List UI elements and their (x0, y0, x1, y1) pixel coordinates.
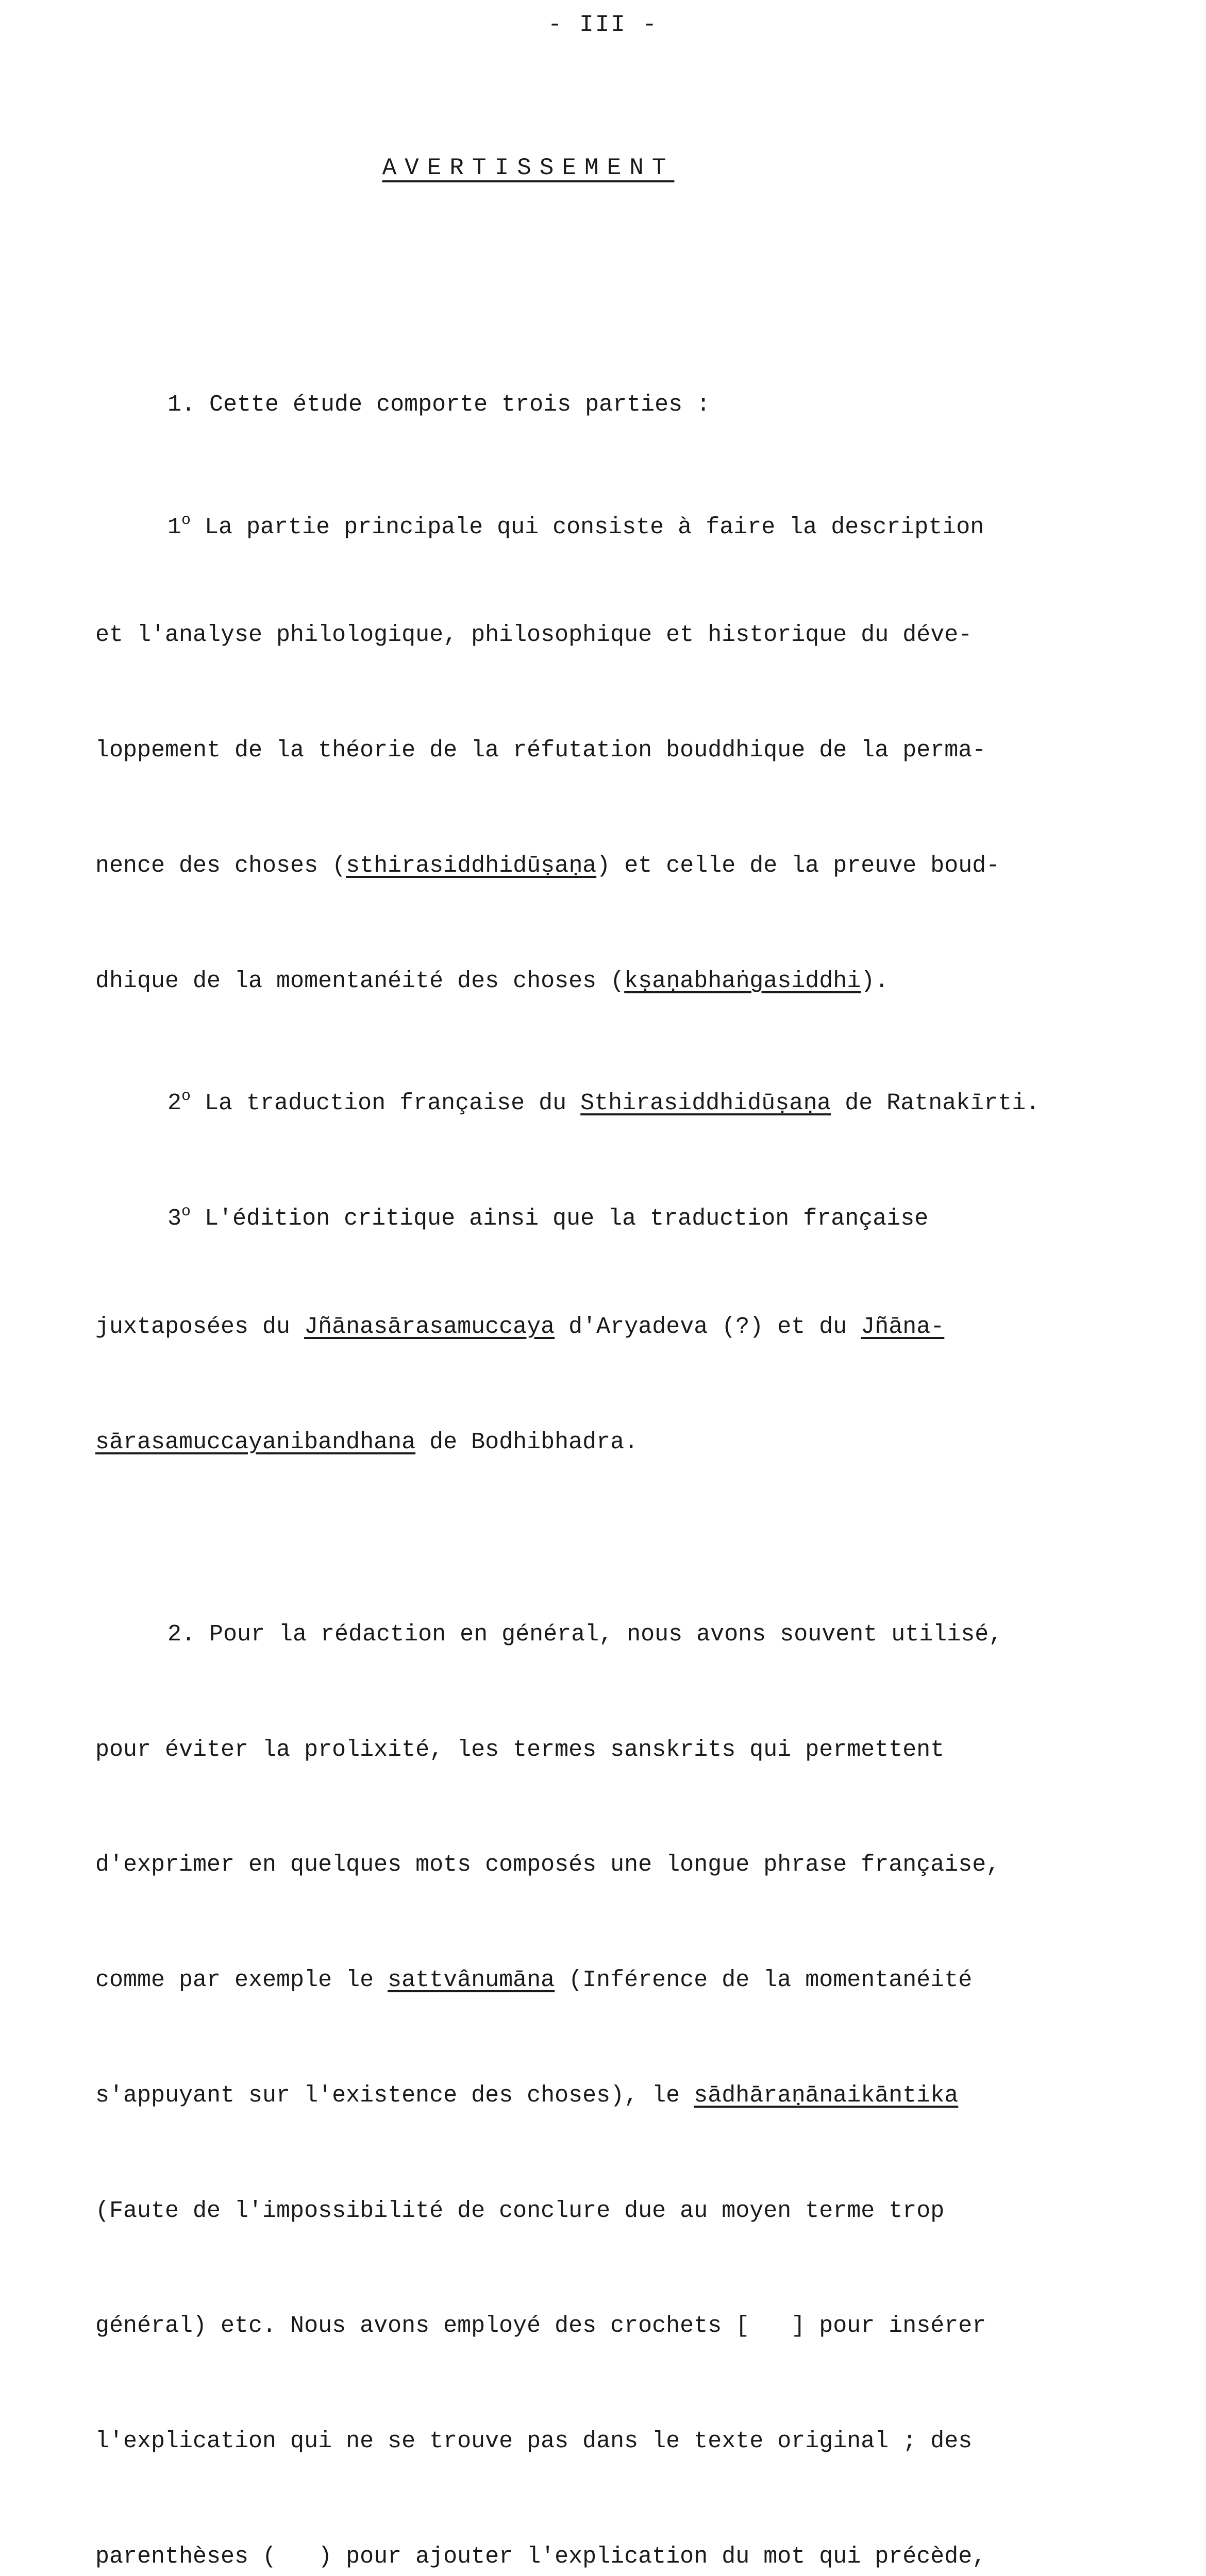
paragraph-1-line (95, 1193, 1144, 1231)
paragraph-1-line (95, 501, 1144, 540)
superscript: o (181, 1203, 191, 1221)
line-text: s'appuyant sur l'existence des choses), le (95, 2082, 694, 2109)
paragraph-1-line (95, 1423, 1144, 1462)
line-text: (Inférence de la momentanéité (555, 1967, 973, 1994)
sanskrit-term: sattvânumāna (388, 1967, 555, 1994)
item-number: 2 (167, 1090, 182, 1117)
paragraph-2-line: parenthèses ( ) pour ajouter l'explication du mot qui précède, (95, 2544, 986, 2570)
line-text: de Ratnakīrti. (831, 1090, 1040, 1117)
superscript: o (181, 1088, 191, 1106)
section-title (0, 155, 1057, 181)
paragraph-1-line (95, 962, 1144, 1001)
paragraph-2-line (95, 1961, 1144, 2000)
line-text: comme par exemple le (95, 1967, 388, 1994)
superscript: o (181, 511, 191, 529)
paragraph-2-line (95, 2077, 1144, 2115)
line-text: de Bodhibhadra. (415, 1429, 639, 1455)
paragraph-1-line (95, 1077, 1144, 1116)
body-text (95, 270, 1144, 2576)
paragraph-1-line: et l'analyse philologique, philosophique et historique du déve- (95, 622, 973, 649)
paragraph-2-line: d'exprimer en quelques mots composés une longue phrase française, (95, 1852, 1000, 1878)
paragraph-1-line (95, 1308, 1144, 1347)
paragraph-1-line: loppement de la théorie de la réfutation bouddhique de la perma- (95, 737, 986, 764)
line-text: juxtaposées du (95, 1314, 305, 1341)
line-text: dhique de la momentanéité des choses ( (95, 968, 625, 994)
work-title: Jñānasārasamuccaya (304, 1314, 555, 1341)
paragraph-2-line: 2. Pour la rédaction en général, nous avons souvent utilisé, (167, 1621, 1003, 1648)
paragraph-1-line (95, 847, 1144, 886)
line-text: L'édition critique ainsi que la traduction française (191, 1206, 929, 1232)
page-number: - III - (547, 11, 659, 38)
line-text: La traduction française du (191, 1090, 581, 1117)
work-title: sārasamuccayanibandhana (95, 1429, 416, 1455)
line-text: ) et celle de la preuve boud- (596, 852, 1000, 879)
item-number: 1 (167, 514, 182, 540)
work-title: Jñāna- (861, 1314, 945, 1341)
line-text: La partie principale qui consiste à faire la description (191, 514, 984, 540)
paragraph-1-line: 1. Cette étude comporte trois parties : (167, 391, 711, 418)
section-title-text: AVERTISSEMENT (382, 155, 675, 181)
line-text: d'Aryadeva (?) et du (555, 1314, 861, 1341)
paragraph-2-line: pour éviter la prolixité, les termes sanskrits qui permettent (95, 1736, 945, 1763)
sanskrit-term: kṣaṇabhaṅgasiddhi (624, 968, 861, 994)
paragraph-2-line: l'explication qui ne se trouve pas dans le texte original ; des (95, 2428, 973, 2455)
item-number: 3 (167, 1206, 182, 1232)
sanskrit-term: sādhāraṇānaikāntika (694, 2082, 959, 2109)
paragraph-2-line: général) etc. Nous avons employé des crochets [ ] pour insérer (95, 2313, 986, 2340)
line-text: ). (861, 968, 889, 994)
work-title: Sthirasiddhidūṣaṇa (580, 1090, 831, 1117)
paragraph-2-line: (Faute de l'impossibilité de conclure due au moyen terme trop (95, 2197, 945, 2224)
sanskrit-term: sthirasiddhidūṣaṇa (346, 852, 597, 879)
line-text: nence des choses ( (95, 852, 346, 879)
